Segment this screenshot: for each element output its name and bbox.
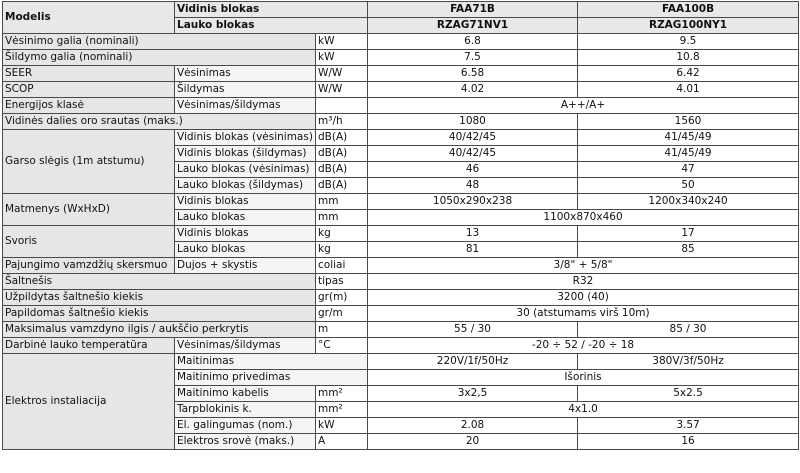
value-model-2: 41/45/49: [578, 146, 799, 162]
value-model-2: 50: [578, 178, 799, 194]
value-model-1: 1050x290x238: [368, 194, 578, 210]
model-2-outdoor: RZAG100NY1: [578, 18, 799, 34]
row-unit: gr(m): [316, 290, 368, 306]
row-sublabel: Maitinimo privedimas: [175, 370, 368, 386]
row-sublabel: Elektros srovė (maks.): [175, 434, 316, 450]
row-sublabel: Maitinimo kabelis: [175, 386, 316, 402]
row-label: Šaltnešis: [3, 274, 316, 290]
value-model-2: 85: [578, 242, 799, 258]
row-unit: dB(A): [316, 130, 368, 146]
value-model-1: 40/42/45: [368, 130, 578, 146]
value-both-models: 1100x870x460: [368, 210, 799, 226]
value-model-1: 81: [368, 242, 578, 258]
value-model-1: 48: [368, 178, 578, 194]
specification-table: [2, 1, 799, 450]
value-both-models: 3/8" + 5/8": [368, 258, 799, 274]
row-unit: kg: [316, 242, 368, 258]
row-refrigerant: [3, 274, 799, 290]
row-sublabel: Lauko blokas: [175, 210, 316, 226]
spec-table-container: [2, 1, 799, 450]
group-label-weight: Svoris: [3, 226, 175, 258]
value-model-2: 17: [578, 226, 799, 242]
row-unit: kg: [316, 226, 368, 242]
value-model-2: 3.57: [578, 418, 799, 434]
value-model-2: 41/45/49: [578, 130, 799, 146]
row-unit: W/W: [316, 66, 368, 82]
group-label-sound: Garso slėgis (1m atstumu): [3, 130, 175, 194]
row-energy-class: [3, 98, 799, 114]
indoor-unit-header: Vidinis blokas: [175, 2, 368, 18]
row-dimensions-indoor: [3, 194, 799, 210]
row-unit: dB(A): [316, 146, 368, 162]
row-label: Papildomas šaltnešio kiekis: [3, 306, 316, 322]
model-1-indoor: FAA71B: [368, 2, 578, 18]
row-unit: mm: [316, 194, 368, 210]
value-model-1: 1080: [368, 114, 578, 130]
model-2-indoor: FAA100B: [578, 2, 799, 18]
value-model-2: 5x2.5: [578, 386, 799, 402]
row-heating-capacity: [3, 50, 799, 66]
value-model-1: 13: [368, 226, 578, 242]
value-model-2: 16: [578, 434, 799, 450]
row-unit: A: [316, 434, 368, 450]
row-unit: dB(A): [316, 178, 368, 194]
row-additional-refrigerant: [3, 306, 799, 322]
row-label: SEER: [3, 66, 175, 82]
header-row-indoor: [3, 2, 799, 18]
row-unit: W/W: [316, 82, 368, 98]
row-cooling-capacity: [3, 34, 799, 50]
row-label: Pajungimo vamzdžių skersmuo: [3, 258, 175, 274]
value-model-1: 220V/1f/50Hz: [368, 354, 578, 370]
value-both-models: R32: [368, 274, 799, 290]
value-model-1: 4.02: [368, 82, 578, 98]
value-model-2: 47: [578, 162, 799, 178]
row-label: Maksimalus vamzdyno ilgis / aukščio perkrytis: [3, 322, 316, 338]
row-sublabel: Vėsinimas: [175, 66, 316, 82]
row-sublabel: Lauko blokas (šildymas): [175, 178, 316, 194]
row-label: Vidinės dalies oro srautas (maks.): [3, 114, 316, 130]
row-unit: mm²: [316, 402, 368, 418]
models-header: Modelis: [3, 2, 175, 34]
row-unit: tipas: [316, 274, 368, 290]
row-unit: coliai: [316, 258, 368, 274]
value-model-2: 6.42: [578, 66, 799, 82]
value-both-models: 3200 (40): [368, 290, 799, 306]
row-unit: m³/h: [316, 114, 368, 130]
value-both-models: 4x1.0: [368, 402, 799, 418]
row-seer: [3, 66, 799, 82]
value-model-1: 6.8: [368, 34, 578, 50]
group-label-dimensions: Matmenys (WxHxD): [3, 194, 175, 226]
row-unit: kW: [316, 418, 368, 434]
value-both-models: -20 ÷ 52 / -20 ÷ 18: [368, 338, 799, 354]
row-label: Vėsinimo galia (nominali): [3, 34, 316, 50]
row-weight-indoor: [3, 226, 799, 242]
row-unit: dB(A): [316, 162, 368, 178]
row-sublabel: Vidinis blokas: [175, 226, 316, 242]
row-unit: m: [316, 322, 368, 338]
value-model-1: 46: [368, 162, 578, 178]
value-model-1: 20: [368, 434, 578, 450]
row-power-supply: [3, 354, 799, 370]
row-sound-indoor-cooling: [3, 130, 799, 146]
row-sublabel: El. galingumas (nom.): [175, 418, 316, 434]
row-unit: kW: [316, 34, 368, 50]
value-model-1: 2.08: [368, 418, 578, 434]
row-label: Šildymo galia (nominali): [3, 50, 316, 66]
group-label-electrical: Elektros instaliacija: [3, 354, 175, 450]
value-model-2: 9.5: [578, 34, 799, 50]
row-sublabel: Maitinimas: [175, 354, 368, 370]
value-model-2: 10.8: [578, 50, 799, 66]
value-model-1: 6.58: [368, 66, 578, 82]
row-unit: gr/m: [316, 306, 368, 322]
row-unit: [316, 98, 368, 114]
value-both-models: 30 (atstumams virš 10m): [368, 306, 799, 322]
value-model-2: 85 / 30: [578, 322, 799, 338]
row-piping-diameter: [3, 258, 799, 274]
value-model-2: 380V/3f/50Hz: [578, 354, 799, 370]
row-sublabel: Tarpblokinis k.: [175, 402, 316, 418]
value-model-2: 4.01: [578, 82, 799, 98]
row-label: Energijos klasė: [3, 98, 175, 114]
value-both-models: Išorinis: [368, 370, 799, 386]
row-sublabel: Šildymas: [175, 82, 316, 98]
row-sublabel: Vidinis blokas (vėsinimas): [175, 130, 316, 146]
value-model-2: 1560: [578, 114, 799, 130]
row-unit: mm: [316, 210, 368, 226]
value-model-1: 40/42/45: [368, 146, 578, 162]
value-model-1: 55 / 30: [368, 322, 578, 338]
row-sublabel: Lauko blokas (vėsinimas): [175, 162, 316, 178]
row-airflow: [3, 114, 799, 130]
row-sublabel: Vidinis blokas: [175, 194, 316, 210]
row-label: SCOP: [3, 82, 175, 98]
row-sublabel: Lauko blokas: [175, 242, 316, 258]
row-sublabel: Dujos + skystis: [175, 258, 316, 274]
row-piping-length: [3, 322, 799, 338]
row-sublabel: Vėsinimas/šildymas: [175, 98, 316, 114]
value-model-1: 3x2,5: [368, 386, 578, 402]
row-operating-temperature: [3, 338, 799, 354]
row-unit: kW: [316, 50, 368, 66]
model-1-outdoor: RZAG71NV1: [368, 18, 578, 34]
row-sublabel: Vidinis blokas (šildymas): [175, 146, 316, 162]
row-unit: °C: [316, 338, 368, 354]
row-label: Užpildytas šaltnešio kiekis: [3, 290, 316, 306]
value-both-models: A++/A+: [368, 98, 799, 114]
value-model-1: 7.5: [368, 50, 578, 66]
row-charged-refrigerant: [3, 290, 799, 306]
outdoor-unit-header: Lauko blokas: [175, 18, 368, 34]
value-model-2: 1200x340x240: [578, 194, 799, 210]
row-scop: [3, 82, 799, 98]
row-label: Darbinė lauko temperatūra: [3, 338, 175, 354]
row-unit: mm²: [316, 386, 368, 402]
row-sublabel: Vėsinimas/šildymas: [175, 338, 316, 354]
